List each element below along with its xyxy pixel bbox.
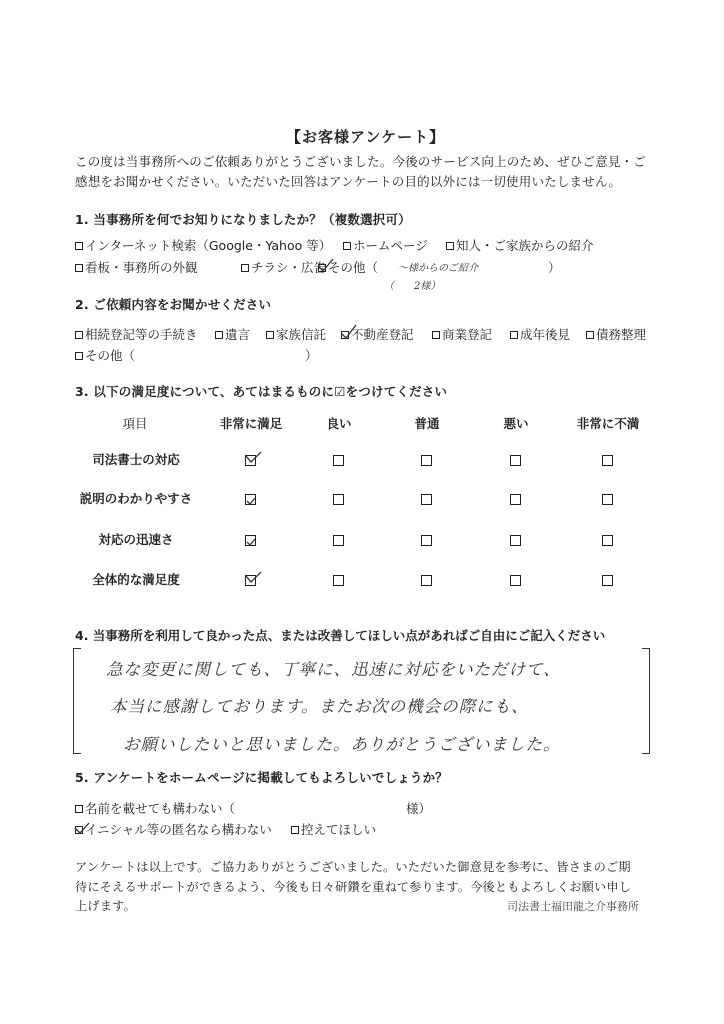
- q3-col-poor: 悪い: [503, 416, 529, 431]
- q4-answer-line-2[interactable]: 本当に感謝しております。またお次の機会の際にも、: [110, 697, 529, 716]
- q2-option-will[interactable]: [215, 325, 250, 343]
- q3-row-label: 説明のわかりやすさ: [79, 491, 193, 506]
- q3-col-very-satisfied: 非常に満足: [219, 416, 283, 431]
- q3-row1-very-dissatisfied-checkbox[interactable]: [602, 455, 613, 466]
- option-label: 家族信託: [276, 327, 327, 342]
- option-label: 相続登記等の手続き: [85, 327, 198, 342]
- closing-line-2: 待にそえるサポートができるよう、今後も日々研鑽を重ねて参ります。今後ともよろしくお願い申し: [75, 880, 632, 894]
- q3-heading: 3. 以下の満足度について、あてはまるものに☑をつけてください: [75, 384, 448, 399]
- q2-option-guardianship[interactable]: [510, 325, 570, 343]
- checkbox[interactable]: [241, 264, 249, 272]
- checkbox[interactable]: [75, 331, 83, 339]
- checkbox[interactable]: [215, 331, 223, 339]
- q1-other-handwritten-2: （ 2様）: [384, 281, 441, 292]
- q3-row-label: 対応の迅速さ: [98, 532, 174, 547]
- q3-row2-very-dissatisfied-checkbox[interactable]: [602, 494, 613, 505]
- checkbox-checked[interactable]: [341, 331, 349, 339]
- checkbox[interactable]: [510, 331, 518, 339]
- checkbox[interactable]: [266, 331, 274, 339]
- q3-row2-good-checkbox[interactable]: [333, 494, 344, 505]
- q4-heading: 4. 当事務所を利用して良かった点、または改善してほしい点があればご自由にご記入ください: [75, 628, 606, 643]
- handwritten-check-icon: [318, 258, 334, 274]
- option-label: 遺言: [225, 327, 251, 342]
- q5-option-initial[interactable]: [75, 820, 272, 838]
- q3-row1-very-satisfied-checkbox[interactable]: [245, 455, 256, 466]
- q5-option-name-suffix: 様）: [406, 801, 432, 816]
- answer-bracket-left: [73, 648, 81, 754]
- survey-title: 【お客様アンケート】: [286, 128, 446, 146]
- q3-row3-poor-checkbox[interactable]: [510, 535, 521, 546]
- q2-option-real-estate[interactable]: [341, 325, 414, 343]
- handwritten-check-icon: [341, 325, 357, 341]
- q3-row4-poor-checkbox[interactable]: [510, 575, 521, 586]
- checkbox[interactable]: [75, 264, 83, 272]
- q3-row3-very-dissatisfied-checkbox[interactable]: [602, 535, 613, 546]
- option-label: その他（: [328, 260, 379, 275]
- q2-option-trust[interactable]: [266, 325, 326, 343]
- q1-option-homepage[interactable]: [343, 236, 428, 254]
- handwritten-check-icon: [75, 820, 91, 836]
- option-label: その他（: [85, 348, 136, 363]
- q3-row4-very-satisfied-checkbox[interactable]: [245, 575, 256, 586]
- office-signature: 司法書士福田龍之介事務所: [507, 900, 639, 913]
- q1-other-handwritten: 〜様からのご紹介: [398, 263, 478, 274]
- closing-line-1: アンケートは以上です。ご協力ありがとうございました。いただいた御意見を参考に、皆さまのご期: [75, 860, 631, 874]
- answer-bracket-right: [642, 648, 650, 754]
- handwritten-check-icon: [245, 493, 261, 509]
- option-label: 債務整理: [596, 327, 647, 342]
- q3-row2-poor-checkbox[interactable]: [510, 494, 521, 505]
- checkbox[interactable]: [291, 826, 299, 834]
- q3-row2-average-checkbox[interactable]: [421, 494, 432, 505]
- checkbox[interactable]: [432, 331, 440, 339]
- option-label: 看板・事務所の外観: [85, 260, 198, 275]
- q2-option-other[interactable]: [75, 346, 135, 364]
- q5-heading: 5. アンケートをホームページに掲載してもよろしいでしょうか？: [75, 770, 448, 785]
- q3-col-very-dissatisfied: 非常に不満: [576, 416, 640, 431]
- handwritten-check-icon: [245, 449, 261, 465]
- q1-option-other[interactable]: [318, 258, 378, 276]
- q3-col-item: 項目: [122, 416, 148, 431]
- q2-option-debt[interactable]: [586, 325, 646, 343]
- q3-col-average: 普通: [414, 416, 440, 431]
- option-label: 成年後見: [520, 327, 571, 342]
- option-label: 知人・ご家族からの紹介: [456, 238, 594, 253]
- checkbox[interactable]: [446, 242, 454, 250]
- q1-other-close: ）: [548, 260, 561, 275]
- intro-line-1: この度は当事務所へのご依頼ありがとうございました。今後のサービス向上のため、ぜひご意見・ご: [75, 154, 647, 169]
- checkbox[interactable]: [75, 805, 83, 813]
- checkbox[interactable]: [586, 331, 594, 339]
- q2-heading: 2. ご依頼内容をお聞かせください: [75, 297, 272, 312]
- option-label: 名前を載せても構わない（: [85, 801, 236, 816]
- q3-row-label: 全体的な満足度: [92, 572, 180, 587]
- checkbox-checked[interactable]: [75, 826, 83, 834]
- q4-answer-line-1[interactable]: 急な変更に関しても、丁寧に、迅速に対応をいただけて、: [106, 660, 561, 679]
- q3-row4-very-dissatisfied-checkbox[interactable]: [602, 575, 613, 586]
- q3-row-label: 司法書士の対応: [92, 452, 180, 467]
- option-label: ホームページ: [353, 238, 428, 253]
- q1-option-referral[interactable]: [446, 236, 594, 254]
- q3-row3-good-checkbox[interactable]: [333, 535, 344, 546]
- q3-row4-good-checkbox[interactable]: [333, 575, 344, 586]
- option-label: 商業登記: [442, 327, 493, 342]
- option-label: 不動産登記: [351, 327, 414, 342]
- option-label: インターネット検索（Google・Yahoo 等）: [85, 238, 332, 253]
- q2-other-close: ）: [305, 348, 318, 363]
- intro-line-2: 感想をお聞かせください。いただいた回答はアンケートの目的以外には一切使用いたしません。: [75, 174, 622, 189]
- option-label: チラシ・広告: [251, 260, 327, 275]
- q1-heading: 1. 当事務所を何でお知りになりましたか？（複数選択可）: [75, 212, 411, 227]
- q1-option-internet[interactable]: [75, 236, 331, 254]
- option-label: 控えてほしい: [301, 822, 377, 837]
- option-label: イニシャル等の匿名なら構わない: [85, 822, 272, 837]
- q3-row3-very-satisfied-checkbox[interactable]: [245, 535, 256, 546]
- handwritten-check-icon: [245, 534, 261, 550]
- q3-row1-good-checkbox[interactable]: [333, 455, 344, 466]
- q3-row4-average-checkbox[interactable]: [421, 575, 432, 586]
- q2-option-inheritance[interactable]: [75, 325, 198, 343]
- q5-option-decline[interactable]: [291, 820, 376, 838]
- q5-option-name[interactable]: [75, 799, 235, 817]
- q1-option-flyer[interactable]: [241, 258, 326, 276]
- q3-row2-very-satisfied-checkbox[interactable]: [245, 494, 256, 505]
- checkbox[interactable]: [75, 242, 83, 250]
- q3-row1-average-checkbox[interactable]: [421, 455, 432, 466]
- closing-line-3: 上げます。: [75, 899, 136, 913]
- q2-option-commercial[interactable]: [432, 325, 492, 343]
- q3-col-good: 良い: [326, 416, 352, 431]
- handwritten-check-icon: [245, 569, 261, 585]
- q1-option-signboard[interactable]: [75, 258, 198, 276]
- q4-answer-line-3[interactable]: お願いしたいと思いました。ありがとうございました。: [123, 735, 561, 754]
- q3-row3-average-checkbox[interactable]: [421, 535, 432, 546]
- checkbox[interactable]: [75, 352, 83, 360]
- q3-row1-poor-checkbox[interactable]: [510, 455, 521, 466]
- checkbox-checked[interactable]: [318, 264, 326, 272]
- checkbox[interactable]: [343, 242, 351, 250]
